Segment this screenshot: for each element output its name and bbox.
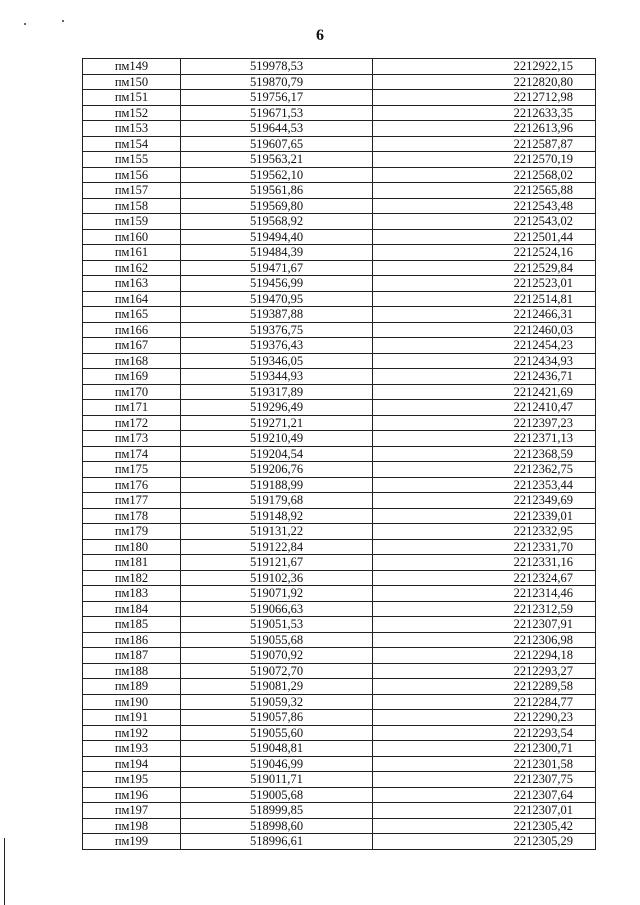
table-row [83,601,596,617]
x-coordinate-cell: 519978,53 [181,59,373,75]
x-coordinate-cell: 519070,92 [181,648,373,664]
point-id-cell: пм188 [83,663,181,679]
x-coordinate-cell: 519046,99 [181,756,373,772]
point-id-cell: пм149 [83,59,181,75]
x-coordinate-cell: 518998,60 [181,818,373,834]
table-row [83,59,596,75]
point-id-cell: пм163 [83,276,181,292]
table-row [83,741,596,757]
y-coordinate-cell: 2212565,88 [373,183,596,199]
point-id-cell: пм189 [83,679,181,695]
x-coordinate-cell: 519562,10 [181,167,373,183]
table-row [83,291,596,307]
table-row [83,570,596,586]
x-coordinate-cell: 519563,21 [181,152,373,168]
table-row [83,679,596,695]
point-id-cell: пм197 [83,803,181,819]
y-coordinate-cell: 2212371,13 [373,431,596,447]
y-coordinate-cell: 2212307,01 [373,803,596,819]
x-coordinate-cell: 519494,40 [181,229,373,245]
point-id-cell: пм161 [83,245,181,261]
y-coordinate-cell: 2212454,23 [373,338,596,354]
x-coordinate-cell: 519011,71 [181,772,373,788]
y-coordinate-cell: 2212523,01 [373,276,596,292]
table-row [83,710,596,726]
page-number: 6 [316,27,324,44]
y-coordinate-cell: 2212339,01 [373,508,596,524]
table-row [83,586,596,602]
y-coordinate-cell: 2212397,23 [373,415,596,431]
table-row [83,446,596,462]
point-id-cell: пм191 [83,710,181,726]
x-coordinate-cell: 519122,84 [181,539,373,555]
x-coordinate-cell: 519055,68 [181,632,373,648]
table-row [83,415,596,431]
x-coordinate-cell: 519210,49 [181,431,373,447]
y-coordinate-cell: 2212294,18 [373,648,596,664]
y-coordinate-cell: 2212613,96 [373,121,596,137]
table-row [83,694,596,710]
x-coordinate-cell: 519005,68 [181,787,373,803]
table-row [83,803,596,819]
y-coordinate-cell: 2212349,69 [373,493,596,509]
x-coordinate-cell: 519470,95 [181,291,373,307]
y-coordinate-cell: 2212331,16 [373,555,596,571]
point-id-cell: пм190 [83,694,181,710]
y-coordinate-cell: 2212305,42 [373,818,596,834]
y-coordinate-cell: 2212306,98 [373,632,596,648]
y-coordinate-cell: 2212293,27 [373,663,596,679]
x-coordinate-cell: 519346,05 [181,353,373,369]
point-id-cell: пм162 [83,260,181,276]
table-row [83,787,596,803]
point-id-cell: пм168 [83,353,181,369]
point-id-cell: пм156 [83,167,181,183]
coordinates-table-body [83,59,596,850]
point-id-cell: пм177 [83,493,181,509]
y-coordinate-cell: 2212434,93 [373,353,596,369]
y-coordinate-cell: 2212570,19 [373,152,596,168]
y-coordinate-cell: 2212421,69 [373,384,596,400]
table-row [83,152,596,168]
y-coordinate-cell: 2212332,95 [373,524,596,540]
y-coordinate-cell: 2212712,98 [373,90,596,106]
point-id-cell: пм167 [83,338,181,354]
x-coordinate-cell: 519756,17 [181,90,373,106]
x-coordinate-cell: 519081,29 [181,679,373,695]
table-row [83,539,596,555]
table-row [83,772,596,788]
point-id-cell: пм152 [83,105,181,121]
point-id-cell: пм158 [83,198,181,214]
x-coordinate-cell: 518999,85 [181,803,373,819]
table-row [83,524,596,540]
point-id-cell: пм155 [83,152,181,168]
point-id-cell: пм196 [83,787,181,803]
y-coordinate-cell: 2212587,87 [373,136,596,152]
table-row [83,322,596,338]
table-row [83,260,596,276]
y-coordinate-cell: 2212307,64 [373,787,596,803]
y-coordinate-cell: 2212289,58 [373,679,596,695]
x-coordinate-cell: 519376,75 [181,322,373,338]
point-id-cell: пм172 [83,415,181,431]
table-row [83,369,596,385]
table-row [83,400,596,416]
table-row [83,276,596,292]
x-coordinate-cell: 519059,32 [181,694,373,710]
x-coordinate-cell: 519121,67 [181,555,373,571]
y-coordinate-cell: 2212543,48 [373,198,596,214]
y-coordinate-cell: 2212305,29 [373,834,596,850]
x-coordinate-cell: 519179,68 [181,493,373,509]
coordinates-table [82,58,596,850]
table-row [83,477,596,493]
y-coordinate-cell: 2212436,71 [373,369,596,385]
point-id-cell: пм186 [83,632,181,648]
table-row [83,198,596,214]
x-coordinate-cell: 519204,54 [181,446,373,462]
x-coordinate-cell: 519066,63 [181,601,373,617]
table-row [83,121,596,137]
x-coordinate-cell: 519607,65 [181,136,373,152]
point-id-cell: пм164 [83,291,181,307]
y-coordinate-cell: 2212362,75 [373,462,596,478]
y-coordinate-cell: 2212314,46 [373,586,596,602]
point-id-cell: пм180 [83,539,181,555]
x-coordinate-cell: 519055,60 [181,725,373,741]
y-coordinate-cell: 2212300,71 [373,741,596,757]
y-coordinate-cell: 2212324,67 [373,570,596,586]
point-id-cell: пм193 [83,741,181,757]
point-id-cell: пм187 [83,648,181,664]
table-row [83,90,596,106]
point-id-cell: пм171 [83,400,181,416]
y-coordinate-cell: 2212410,47 [373,400,596,416]
point-id-cell: пм170 [83,384,181,400]
table-row [83,229,596,245]
y-coordinate-cell: 2212543,02 [373,214,596,230]
table-row [83,353,596,369]
point-id-cell: пм150 [83,74,181,90]
point-id-cell: пм198 [83,818,181,834]
scan-edge-mark [4,838,5,905]
x-coordinate-cell: 519206,76 [181,462,373,478]
y-coordinate-cell: 2212307,75 [373,772,596,788]
table-row [83,136,596,152]
point-id-cell: пм173 [83,431,181,447]
point-id-cell: пм154 [83,136,181,152]
point-id-cell: пм151 [83,90,181,106]
table-row [83,756,596,772]
y-coordinate-cell: 2212568,02 [373,167,596,183]
point-id-cell: пм199 [83,834,181,850]
table-row [83,834,596,850]
table-row [83,384,596,400]
table-row [83,338,596,354]
x-coordinate-cell: 519102,36 [181,570,373,586]
y-coordinate-cell: 2212368,59 [373,446,596,462]
point-id-cell: пм160 [83,229,181,245]
point-id-cell: пм181 [83,555,181,571]
scan-speck [24,23,26,25]
y-coordinate-cell: 2212922,15 [373,59,596,75]
x-coordinate-cell: 519644,53 [181,121,373,137]
x-coordinate-cell: 519376,43 [181,338,373,354]
table-row [83,725,596,741]
x-coordinate-cell: 519072,70 [181,663,373,679]
y-coordinate-cell: 2212529,84 [373,260,596,276]
x-coordinate-cell: 519568,92 [181,214,373,230]
table-row [83,555,596,571]
x-coordinate-cell: 519071,92 [181,586,373,602]
y-coordinate-cell: 2212307,91 [373,617,596,633]
x-coordinate-cell: 519471,67 [181,260,373,276]
x-coordinate-cell: 519456,99 [181,276,373,292]
x-coordinate-cell: 519188,99 [181,477,373,493]
scan-speck [62,20,64,22]
table-row [83,431,596,447]
point-id-cell: пм185 [83,617,181,633]
x-coordinate-cell: 519051,53 [181,617,373,633]
point-id-cell: пм183 [83,586,181,602]
point-id-cell: пм179 [83,524,181,540]
y-coordinate-cell: 2212460,03 [373,322,596,338]
point-id-cell: пм166 [83,322,181,338]
y-coordinate-cell: 2212331,70 [373,539,596,555]
x-coordinate-cell: 519561,86 [181,183,373,199]
y-coordinate-cell: 2212290,23 [373,710,596,726]
table-row [83,663,596,679]
table-row [83,648,596,664]
point-id-cell: пм169 [83,369,181,385]
x-coordinate-cell: 519057,86 [181,710,373,726]
y-coordinate-cell: 2212293,54 [373,725,596,741]
x-coordinate-cell: 519344,93 [181,369,373,385]
point-id-cell: пм182 [83,570,181,586]
table-row [83,183,596,199]
x-coordinate-cell: 519131,22 [181,524,373,540]
table-row [83,617,596,633]
x-coordinate-cell: 519317,89 [181,384,373,400]
point-id-cell: пм176 [83,477,181,493]
point-id-cell: пм192 [83,725,181,741]
table-row [83,245,596,261]
point-id-cell: пм194 [83,756,181,772]
table-row [83,818,596,834]
table-row [83,632,596,648]
x-coordinate-cell: 519387,88 [181,307,373,323]
x-coordinate-cell: 519048,81 [181,741,373,757]
y-coordinate-cell: 2212353,44 [373,477,596,493]
table-row [83,508,596,524]
y-coordinate-cell: 2212524,16 [373,245,596,261]
x-coordinate-cell: 519484,39 [181,245,373,261]
y-coordinate-cell: 2212820,80 [373,74,596,90]
table-row [83,307,596,323]
table-row [83,214,596,230]
table-row [83,493,596,509]
x-coordinate-cell: 519271,21 [181,415,373,431]
y-coordinate-cell: 2212301,58 [373,756,596,772]
table-row [83,167,596,183]
y-coordinate-cell: 2212514,81 [373,291,596,307]
y-coordinate-cell: 2212633,35 [373,105,596,121]
y-coordinate-cell: 2212466,31 [373,307,596,323]
x-coordinate-cell: 519569,80 [181,198,373,214]
point-id-cell: пм195 [83,772,181,788]
point-id-cell: пм184 [83,601,181,617]
table-row [83,462,596,478]
x-coordinate-cell: 518996,61 [181,834,373,850]
y-coordinate-cell: 2212284,77 [373,694,596,710]
point-id-cell: пм174 [83,446,181,462]
x-coordinate-cell: 519296,49 [181,400,373,416]
x-coordinate-cell: 519671,53 [181,105,373,121]
point-id-cell: пм157 [83,183,181,199]
point-id-cell: пм153 [83,121,181,137]
y-coordinate-cell: 2212501,44 [373,229,596,245]
table-row [83,105,596,121]
point-id-cell: пм175 [83,462,181,478]
point-id-cell: пм178 [83,508,181,524]
table-row [83,74,596,90]
point-id-cell: пм165 [83,307,181,323]
x-coordinate-cell: 519148,92 [181,508,373,524]
y-coordinate-cell: 2212312,59 [373,601,596,617]
point-id-cell: пм159 [83,214,181,230]
x-coordinate-cell: 519870,79 [181,74,373,90]
